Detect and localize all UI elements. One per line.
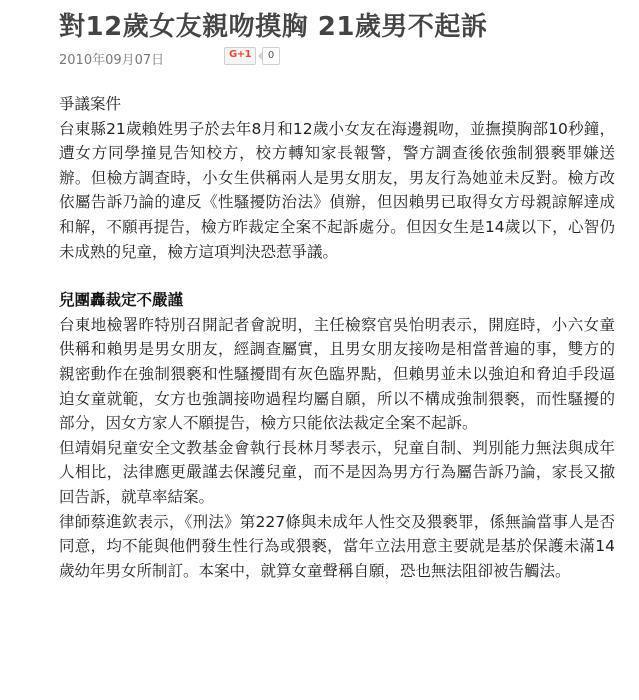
share-count: 0 <box>262 47 280 65</box>
google-plus-icon: G+1 <box>229 49 252 60</box>
article-body <box>59 92 615 583</box>
article-meta <box>59 47 619 69</box>
subheading: 兒團轟裁定不嚴謹 <box>59 291 184 310</box>
publish-date: 2010年09月07日 <box>59 53 165 68</box>
paragraph-1: 台東縣21歲賴姓男子於去年8月和12歲小女友在海邊親吻，並撫摸胸部10秒鐘，遭女方同學撞見告知校方，校方轉知家長報警，警方調查後依強制猥褻罪嫌送辦。但檢方調查時，小女生供稱兩人是男女朋友，男友行為她並未反對。檢方改依屬告訴乃論的違反《性騷擾防治法》偵辦，但因賴男已取得女方母親諒解達成和解，不願再提告，檢方昨裁定全案不起訴處分。但因女生是14歲以下，心智仍未成熟的兒童，檢方這項判決恐惹爭議。 <box>59 119 615 261</box>
article-title: 對12歲女友親吻摸胸 21歲男不起訴 <box>59 12 488 42</box>
paragraph-4: 律師蔡進欽表示，《刑法》第227條與未成年人性交及猥褻罪，係無論當事人是否同意，均不能與他們發生性行為或猥褻，當年立法用意主要就是基於保護未滿14歲幼年男女所制訂。本案中，就算女童聲稱自願，恐也無法阻卻被告觸法。 <box>59 512 615 580</box>
paragraph-3: 但靖娟兒童安全文教基金會執行長林月琴表示，兒童自制、判別能力無法與成年人相比，法律應更嚴謹去保護兒童，而不是因為男方行為屬告訴乃論，家長又撤回告訴，就草率結案。 <box>59 438 615 506</box>
spacer <box>59 264 615 288</box>
section-label: 爭議案件 <box>59 95 122 113</box>
google-plus-button[interactable] <box>224 47 256 65</box>
paragraph-2: 台東地檢署昨特別召開記者會說明，主任檢察官吳怡明表示，開庭時，小六女童供稱和賴男是男女朋友，經調查屬實，且男女朋友接吻是相當普遍的事，雙方的親密動作在強制猥褻和性騷擾間有灰色臨界點，但賴男並未以強迫和脅迫手段逼迫女童就範，女方也強調接吻過程均屬自願，所以不構成強制猥褻，而性騷擾的部分，因女方家人不願提告，檢方只能依法裁定全案不起訴。 <box>59 315 615 433</box>
